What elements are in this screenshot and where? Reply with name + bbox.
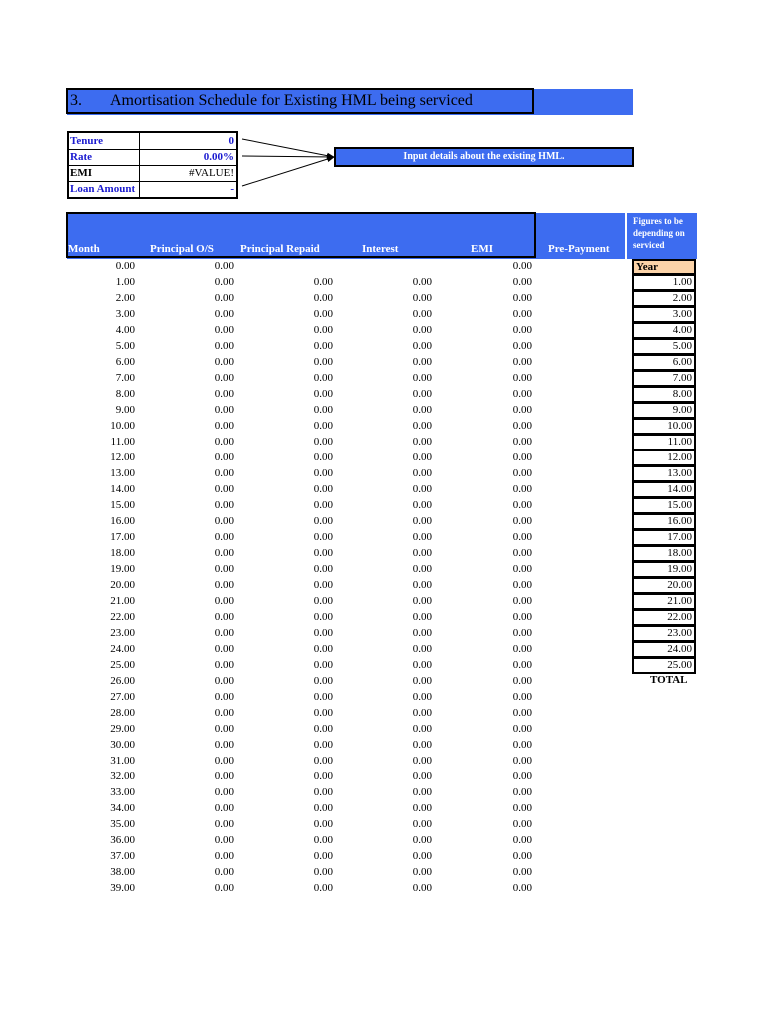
table-cell-principal-os: 0.00 <box>214 276 234 288</box>
table-cell-emi: 0.00 <box>512 499 532 512</box>
table-cell-principal-os: 0.00 <box>214 754 234 767</box>
year-cell: 12.00 <box>632 450 696 466</box>
header-principal-repaid: Principal Repaid <box>240 243 320 255</box>
table-cell-principal-os: 0.00 <box>214 451 234 464</box>
table-cell-principal-repaid: 0.00 <box>313 339 333 352</box>
table-cell-principal-os: 0.00 <box>214 307 234 320</box>
table-cell-principal-repaid: 0.00 <box>313 818 333 831</box>
table-cell-emi: 0.00 <box>512 547 532 560</box>
table-cell-emi: 0.00 <box>512 642 532 655</box>
table-cell-principal-repaid: 0.00 <box>313 786 333 799</box>
table-cell-principal-os: 0.00 <box>214 323 234 336</box>
table-cell-interest: 0.00 <box>412 387 432 400</box>
side-header-line: depending on <box>633 228 685 238</box>
table-cell-interest: 0.00 <box>412 754 432 767</box>
table-cell-emi: 0.00 <box>512 658 532 671</box>
table-cell-interest: 0.00 <box>412 706 432 719</box>
table-cell-emi: 0.00 <box>512 850 532 863</box>
table-cell-interest: 0.00 <box>412 531 432 544</box>
year-cell: 22.00 <box>632 610 696 626</box>
table-cell-principal-os: 0.00 <box>214 515 234 528</box>
table-cell-emi: 0.00 <box>512 882 532 895</box>
input-label: Tenure <box>70 135 104 147</box>
table-cell-principal-os: 0.00 <box>214 626 234 639</box>
table-cell-interest: 0.00 <box>412 499 432 512</box>
table-cell-emi: 0.00 <box>512 323 532 336</box>
table-cell-principal-repaid: 0.00 <box>313 802 333 815</box>
table-cell-principal-repaid: 0.00 <box>313 850 333 863</box>
table-cell-month: 22.00 <box>110 610 135 623</box>
table-cell-month: 2.00 <box>115 291 135 304</box>
table-cell-interest: 0.00 <box>412 515 432 528</box>
header-interest: Interest <box>362 243 399 255</box>
table-cell-principal-repaid: 0.00 <box>313 866 333 879</box>
table-cell-interest: 0.00 <box>412 882 432 895</box>
table-cell-month: 28.00 <box>110 706 135 719</box>
table-cell-principal-repaid: 0.00 <box>313 403 333 416</box>
table-cell-principal-repaid: 0.00 <box>313 626 333 639</box>
table-cell-principal-os: 0.00 <box>214 563 234 576</box>
table-cell-principal-repaid: 0.00 <box>313 419 333 432</box>
table-cell-emi: 0.00 <box>512 435 532 448</box>
year-cell: 16.00 <box>632 514 696 530</box>
table-cell-interest: 0.00 <box>412 419 432 432</box>
table-cell-principal-repaid: 0.00 <box>313 834 333 847</box>
table-cell-month: 34.00 <box>110 802 135 815</box>
table-cell-interest: 0.00 <box>412 674 432 687</box>
side-header <box>627 213 697 259</box>
table-cell-month: 11.00 <box>110 435 135 448</box>
table-cell-principal-os: 0.00 <box>214 435 234 448</box>
table-cell-principal-os: 0.00 <box>214 579 234 592</box>
table-cell-principal-repaid: 0.00 <box>313 435 333 448</box>
tenure-value[interactable]: 0 <box>139 133 235 149</box>
table-cell-principal-repaid: 0.00 <box>313 770 333 783</box>
table-cell-principal-os: 0.00 <box>214 339 234 352</box>
table-cell-principal-repaid: 0.00 <box>313 387 333 400</box>
year-cell: 7.00 <box>632 371 696 387</box>
table-cell-principal-os: 0.00 <box>214 738 234 751</box>
table-cell-month: 23.00 <box>110 626 135 639</box>
year-cell: 21.00 <box>632 594 696 610</box>
table-cell-interest: 0.00 <box>412 307 432 320</box>
table-cell-month: 17.00 <box>110 531 135 544</box>
table-cell-principal-os: 0.00 <box>214 419 234 432</box>
table-cell-month: 26.00 <box>110 674 135 687</box>
table-cell-principal-repaid: 0.00 <box>313 658 333 671</box>
table-cell-principal-os: 0.00 <box>214 690 234 703</box>
table-cell-month: 16.00 <box>110 515 135 528</box>
table-cell-principal-repaid: 0.00 <box>313 291 333 304</box>
rate-value[interactable]: 0.00% <box>139 149 235 165</box>
table-cell-month: 0.00 <box>115 260 135 272</box>
table-cell-principal-repaid: 0.00 <box>313 371 333 384</box>
table-cell-emi: 0.00 <box>512 403 532 416</box>
table-cell-principal-repaid: 0.00 <box>313 307 333 320</box>
table-cell-principal-os: 0.00 <box>214 403 234 416</box>
side-header-line: serviced <box>633 240 665 250</box>
table-cell-principal-os: 0.00 <box>214 786 234 799</box>
table-cell-principal-os: 0.00 <box>214 531 234 544</box>
table-cell-interest: 0.00 <box>412 866 432 879</box>
table-cell-principal-os: 0.00 <box>214 291 234 304</box>
table-cell-month: 14.00 <box>110 483 135 496</box>
loan-amount-value[interactable]: - <box>139 181 235 197</box>
year-header: Year <box>632 259 696 275</box>
year-cell: 4.00 <box>632 323 696 339</box>
year-cell: 9.00 <box>632 403 696 419</box>
arrow-to-loan-amount <box>242 157 334 186</box>
input-row-loan-amount[interactable] <box>69 181 236 197</box>
table-cell-emi: 0.00 <box>512 451 532 464</box>
table-cell-principal-os: 0.00 <box>214 483 234 496</box>
arrow-to-rate <box>242 156 334 157</box>
table-cell-month: 5.00 <box>115 339 135 352</box>
table-cell-interest: 0.00 <box>412 467 432 480</box>
table-cell-interest: 0.00 <box>412 595 432 607</box>
table-cell-principal-os: 0.00 <box>214 834 234 847</box>
year-cell: 5.00 <box>632 339 696 355</box>
table-cell-interest: 0.00 <box>412 276 432 288</box>
section-number: 3. <box>70 92 82 109</box>
table-cell-principal-os: 0.00 <box>214 467 234 480</box>
page-title <box>66 88 534 114</box>
table-cell-emi: 0.00 <box>512 307 532 320</box>
table-cell-month: 20.00 <box>110 579 135 592</box>
table-cell-emi: 0.00 <box>512 818 532 831</box>
table-cell-month: 30.00 <box>110 738 135 751</box>
header-prepayment: Pre-Payment <box>548 243 610 255</box>
table-cell-month: 3.00 <box>115 307 135 320</box>
input-row-tenure[interactable] <box>69 133 236 150</box>
table-cell-interest: 0.00 <box>412 371 432 384</box>
table-cell-emi: 0.00 <box>512 515 532 528</box>
title-text: Amortisation Schedule for Existing HML being serviced <box>110 92 473 109</box>
table-cell-interest: 0.00 <box>412 435 432 448</box>
table-cell-principal-repaid: 0.00 <box>313 674 333 687</box>
table-cell-principal-os: 0.00 <box>214 610 234 623</box>
table-cell-month: 32.00 <box>110 770 135 783</box>
year-cell: 19.00 <box>632 562 696 578</box>
table-cell-interest: 0.00 <box>412 610 432 623</box>
emi-value: #VALUE! <box>139 165 235 181</box>
table-cell-month: 37.00 <box>110 850 135 863</box>
table-cell-principal-os: 0.00 <box>214 547 234 560</box>
table-cell-month: 6.00 <box>115 355 135 368</box>
table-cell-emi: 0.00 <box>512 483 532 496</box>
table-cell-emi: 0.00 <box>512 802 532 815</box>
table-cell-interest: 0.00 <box>412 802 432 815</box>
table-cell-month: 9.00 <box>115 403 135 416</box>
table-cell-principal-os: 0.00 <box>214 818 234 831</box>
table-cell-interest: 0.00 <box>412 563 432 576</box>
table-cell-principal-repaid: 0.00 <box>313 882 333 895</box>
table-cell-interest: 0.00 <box>412 547 432 560</box>
table-cell-emi: 0.00 <box>512 770 532 783</box>
table-cell-month: 29.00 <box>110 722 135 735</box>
table-cell-emi: 0.00 <box>512 387 532 400</box>
table-cell-month: 8.00 <box>115 387 135 400</box>
table-cell-interest: 0.00 <box>412 850 432 863</box>
table-cell-emi: 0.00 <box>512 467 532 480</box>
table-cell-interest: 0.00 <box>412 658 432 671</box>
table-cell-principal-repaid: 0.00 <box>313 499 333 512</box>
table-cell-emi: 0.00 <box>512 276 532 288</box>
table-cell-interest: 0.00 <box>412 690 432 703</box>
table-cell-emi: 0.00 <box>512 722 532 735</box>
year-cell: 25.00 <box>632 658 696 674</box>
year-cell: 3.00 <box>632 307 696 323</box>
table-cell-principal-os: 0.00 <box>214 260 234 272</box>
table-cell-principal-repaid: 0.00 <box>313 451 333 464</box>
table-cell-emi: 0.00 <box>512 371 532 384</box>
table-cell-month: 31.00 <box>110 754 135 767</box>
table-cell-principal-os: 0.00 <box>214 674 234 687</box>
year-cell: 11.00 <box>632 435 696 451</box>
table-cell-month: 21.00 <box>110 595 135 607</box>
table-cell-principal-os: 0.00 <box>214 371 234 384</box>
table-cell-month: 36.00 <box>110 834 135 847</box>
table-cell-principal-repaid: 0.00 <box>313 483 333 496</box>
table-cell-emi: 0.00 <box>512 626 532 639</box>
table-cell-principal-repaid: 0.00 <box>313 355 333 368</box>
table-cell-principal-repaid: 0.00 <box>313 738 333 751</box>
year-cell: 14.00 <box>632 482 696 498</box>
table-cell-emi: 0.00 <box>512 706 532 719</box>
header-month: Month <box>68 243 100 255</box>
input-label: Loan Amount <box>70 183 136 195</box>
table-cell-interest: 0.00 <box>412 626 432 639</box>
table-cell-interest: 0.00 <box>412 339 432 352</box>
table-cell-principal-repaid: 0.00 <box>313 563 333 576</box>
table-cell-month: 39.00 <box>110 882 135 895</box>
table-cell-emi: 0.00 <box>512 754 532 767</box>
table-cell-emi: 0.00 <box>512 595 532 607</box>
table-cell-interest: 0.00 <box>412 355 432 368</box>
table-cell-principal-os: 0.00 <box>214 866 234 879</box>
table-cell-principal-os: 0.00 <box>214 642 234 655</box>
table-cell-principal-repaid: 0.00 <box>313 754 333 767</box>
year-cell: 23.00 <box>632 626 696 642</box>
table-cell-principal-repaid: 0.00 <box>313 722 333 735</box>
table-cell-interest: 0.00 <box>412 483 432 496</box>
table-cell-principal-repaid: 0.00 <box>313 323 333 336</box>
table-cell-month: 38.00 <box>110 866 135 879</box>
input-note: Input details about the existing HML. <box>334 147 634 167</box>
table-cell-principal-repaid: 0.00 <box>313 610 333 623</box>
table-cell-month: 4.00 <box>115 323 135 336</box>
input-row-rate[interactable] <box>69 149 236 166</box>
table-cell-interest: 0.00 <box>412 818 432 831</box>
table-cell-month: 13.00 <box>110 467 135 480</box>
table-cell-interest: 0.00 <box>412 770 432 783</box>
table-cell-emi: 0.00 <box>512 690 532 703</box>
year-cell: 24.00 <box>632 642 696 658</box>
input-label: EMI <box>70 167 92 179</box>
year-cell: 18.00 <box>632 546 696 562</box>
table-cell-interest: 0.00 <box>412 579 432 592</box>
table-cell-interest: 0.00 <box>412 738 432 751</box>
pointer-arrows <box>236 130 336 196</box>
table-cell-interest: 0.00 <box>412 403 432 416</box>
table-cell-month: 27.00 <box>110 690 135 703</box>
table-cell-interest: 0.00 <box>412 323 432 336</box>
table-cell-month: 25.00 <box>110 658 135 671</box>
table-cell-month: 1.00 <box>115 276 135 288</box>
table-cell-month: 33.00 <box>110 786 135 799</box>
table-cell-principal-repaid: 0.00 <box>313 467 333 480</box>
year-cell: 2.00 <box>632 291 696 307</box>
year-cell: 1.00 <box>632 275 696 291</box>
table-cell-principal-repaid: 0.00 <box>313 595 333 607</box>
header-emi: EMI <box>471 243 493 255</box>
table-cell-month: 15.00 <box>110 499 135 512</box>
table-cell-principal-os: 0.00 <box>214 355 234 368</box>
table-cell-interest: 0.00 <box>412 291 432 304</box>
table-cell-emi: 0.00 <box>512 563 532 576</box>
year-cell: 17.00 <box>632 530 696 546</box>
table-cell-month: 24.00 <box>110 642 135 655</box>
table-cell-month: 12.00 <box>110 451 135 464</box>
arrow-to-tenure <box>242 139 334 157</box>
table-cell-emi: 0.00 <box>512 866 532 879</box>
table-cell-month: 35.00 <box>110 818 135 831</box>
table-cell-emi: 0.00 <box>512 738 532 751</box>
year-cell: 20.00 <box>632 578 696 594</box>
total-label: TOTAL <box>650 674 688 686</box>
table-cell-interest: 0.00 <box>412 722 432 735</box>
table-cell-emi: 0.00 <box>512 674 532 687</box>
table-cell-principal-os: 0.00 <box>214 882 234 895</box>
table-cell-month: 7.00 <box>115 371 135 384</box>
table-cell-month: 18.00 <box>110 547 135 560</box>
table-cell-emi: 0.00 <box>512 834 532 847</box>
table-cell-interest: 0.00 <box>412 786 432 799</box>
table-cell-principal-os: 0.00 <box>214 722 234 735</box>
table-cell-emi: 0.00 <box>512 786 532 799</box>
table-cell-emi: 0.00 <box>512 260 532 272</box>
table-cell-principal-os: 0.00 <box>214 595 234 607</box>
table-cell-month: 10.00 <box>110 419 135 432</box>
table-cell-principal-os: 0.00 <box>214 499 234 512</box>
table-cell-emi: 0.00 <box>512 579 532 592</box>
table-cell-emi: 0.00 <box>512 419 532 432</box>
table-cell-interest: 0.00 <box>412 642 432 655</box>
year-cell: 6.00 <box>632 355 696 371</box>
table-cell-emi: 0.00 <box>512 610 532 623</box>
table-cell-principal-repaid: 0.00 <box>313 515 333 528</box>
table-cell-interest: 0.00 <box>412 834 432 847</box>
year-cell: 10.00 <box>632 419 696 435</box>
input-block <box>67 131 238 199</box>
table-cell-emi: 0.00 <box>512 291 532 304</box>
table-cell-principal-repaid: 0.00 <box>313 706 333 719</box>
table-cell-principal-os: 0.00 <box>214 706 234 719</box>
table-cell-principal-repaid: 0.00 <box>313 690 333 703</box>
table-cell-emi: 0.00 <box>512 339 532 352</box>
table-cell-principal-os: 0.00 <box>214 802 234 815</box>
table-cell-principal-repaid: 0.00 <box>313 276 333 288</box>
input-row-emi[interactable] <box>69 165 236 182</box>
table-cell-principal-os: 0.00 <box>214 770 234 783</box>
table-cell-month: 19.00 <box>110 563 135 576</box>
input-label: Rate <box>70 151 92 163</box>
table-cell-principal-repaid: 0.00 <box>313 579 333 592</box>
table-cell-emi: 0.00 <box>512 531 532 544</box>
year-cell: 15.00 <box>632 498 696 514</box>
table-cell-principal-os: 0.00 <box>214 387 234 400</box>
header-principal-os: Principal O/S <box>150 243 214 255</box>
table-cell-principal-os: 0.00 <box>214 658 234 671</box>
table-cell-principal-repaid: 0.00 <box>313 547 333 560</box>
table-cell-principal-repaid: 0.00 <box>313 531 333 544</box>
table-cell-principal-repaid: 0.00 <box>313 642 333 655</box>
table-cell-interest: 0.00 <box>412 451 432 464</box>
year-cell: 13.00 <box>632 466 696 482</box>
table-cell-principal-os: 0.00 <box>214 850 234 863</box>
table-cell-emi: 0.00 <box>512 355 532 368</box>
side-header-line: Figures to be <box>633 216 683 226</box>
year-cell: 8.00 <box>632 387 696 403</box>
